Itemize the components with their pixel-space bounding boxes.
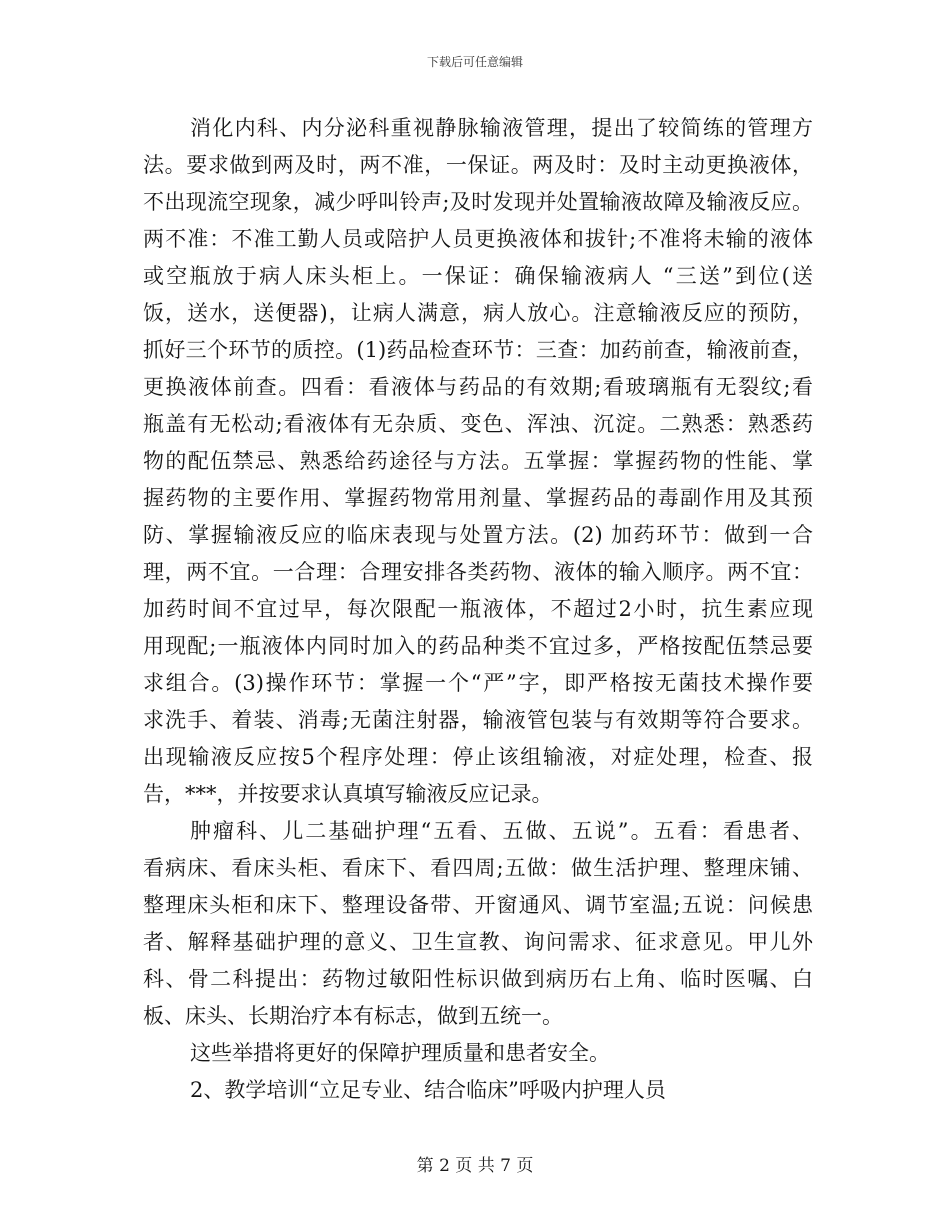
paragraph <box>143 1035 813 1072</box>
text-line: 出现输液反应按5个程序处理：停止该组输液，对症处理，检查、报 <box>143 745 813 769</box>
text-line: 求洗手、着装、消毒;无菌注射器，输液管包装与有效期等符合要求。 <box>143 708 813 732</box>
page-header: 下载后可任意编辑 <box>426 55 523 69</box>
text-line: 者、解释基础护理的意义、卫生宣教、询问需求、征求意见。甲儿外 <box>143 930 813 954</box>
text-line: 抓好三个环节的质控。(1)药品检查环节：三查：加药前查，输液前查， <box>143 338 813 362</box>
text-line: 不出现流空现象，减少呼叫铃声;及时发现并处置输液故障及输液反应。 <box>143 190 813 214</box>
text-line: 法。要求做到两及时，两不准，一保证。两及时：及时主动更换液体， <box>143 153 813 177</box>
text-line: 握药物的主要作用、掌握药物常用剂量、掌握药品的毒副作用及其预 <box>143 486 813 510</box>
text-line: 这些举措将更好的保障护理质量和患者安全。 <box>190 1041 610 1065</box>
text-line: 两不准：不准工勤人员或陪护人员更换液体和拔针;不准将未输的液体 <box>143 227 813 251</box>
text-line: 2、教学培训“立足专业、结合临床”呼吸内护理人员 <box>190 1078 666 1102</box>
text-line: 瓶盖有无松动;看液体有无杂质、变色、浑浊、沉淀。二熟悉：熟悉药 <box>143 412 813 436</box>
text-line: 饭，送水，送便器)，让病人满意，病人放心。注意输液反应的预防， <box>143 301 813 325</box>
text-line: 消化内科、内分泌科重视静脉输液管理，提出了较简练的管理方 <box>190 116 813 140</box>
text-line: 用现配;一瓶液体内同时加入的药品种类不宜过多，严格按配伍禁忌要 <box>143 634 813 658</box>
text-line: 肿瘤科、儿二基础护理“五看、五做、五说”。五看：看患者、 <box>190 819 813 843</box>
text-line: 理，两不宜。一合理：合理安排各类药物、液体的输入顺序。两不宜： <box>143 560 813 584</box>
text-line: 物的配伍禁忌、熟悉给药途径与方法。五掌握：掌握药物的性能、掌 <box>143 449 813 473</box>
text-line: 加药时间不宜过早，每次限配一瓶液体，不超过2小时，抗生素应现 <box>143 597 813 621</box>
paragraph <box>143 813 813 1035</box>
text-line: 科、骨二科提出：药物过敏阳性标识做到病历右上角、临时医嘱、白 <box>143 967 813 991</box>
text-line: 求组合。(3)操作环节：掌握一个“严”字，即严格按无菌技术操作要 <box>143 671 813 695</box>
paragraph <box>143 110 813 813</box>
page-number-footer: 第 2 页 共 7 页 <box>416 1156 534 1176</box>
text-line: 更换液体前查。四看：看液体与药品的有效期;看玻璃瓶有无裂纹;看 <box>143 375 813 399</box>
text-line: 告，***，并按要求认真填写输液反应记录。 <box>143 782 553 806</box>
document-body <box>143 110 813 1109</box>
text-line: 防、掌握输液反应的临床表现与处置方法。(2) 加药环节：做到一合 <box>143 523 813 547</box>
text-line: 板、床头、长期治疗本有标志，做到五统一。 <box>143 1004 563 1028</box>
text-line: 或空瓶放于病人床头柜上。一保证：确保输液病人 “三送”到位(送 <box>143 264 813 288</box>
paragraph <box>143 1072 813 1109</box>
text-line: 整理床头柜和床下、整理设备带、开窗通风、调节室温;五说：问候患 <box>143 893 813 917</box>
text-line: 看病床、看床头柜、看床下、看四周;五做：做生活护理、整理床铺、 <box>143 856 813 880</box>
